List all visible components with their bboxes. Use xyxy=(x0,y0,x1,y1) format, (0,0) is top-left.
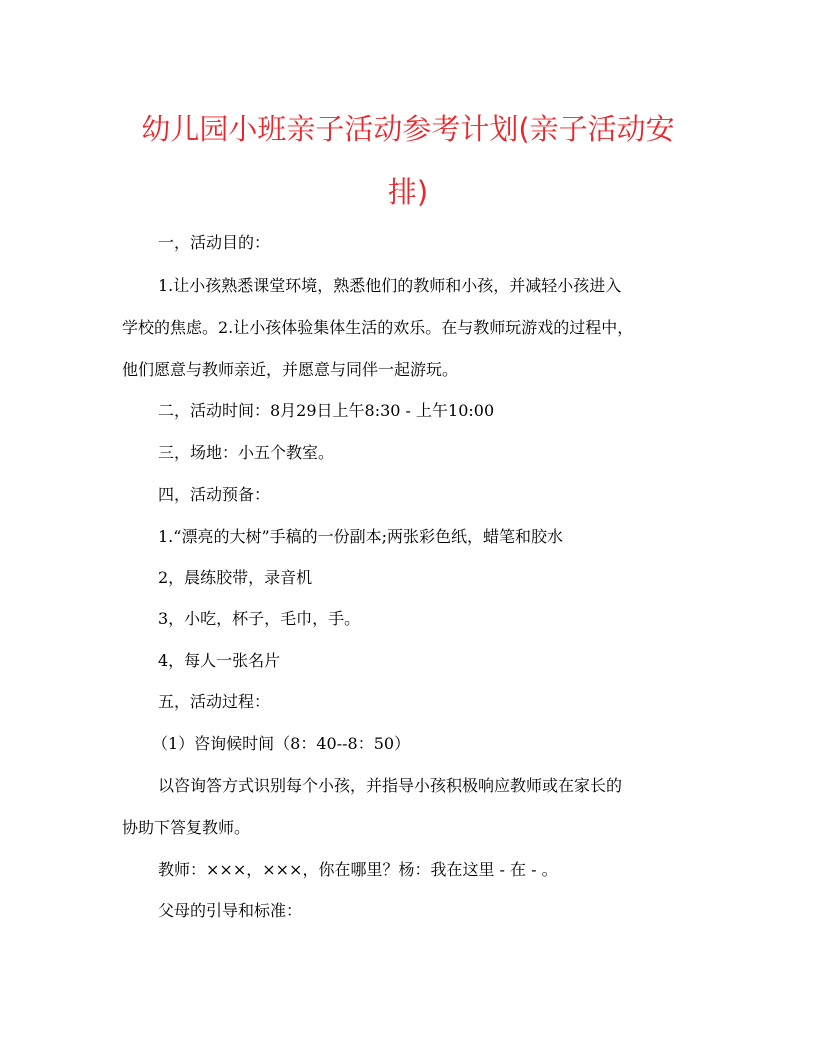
paragraph-line: 学校的焦虑。2.让小孩体验集体生活的欢乐。在与教师玩游戏的过程中， xyxy=(122,318,634,337)
list-item: 2，晨练胶带，录音机 xyxy=(158,568,313,587)
section-heading-process: 五，活动过程： xyxy=(158,692,271,711)
subsection-heading: （1）咨询候时间（8：40--8：50） xyxy=(152,734,411,753)
list-item: 1.“漂亮的大树”手稿的一份副本;两张彩色纸，蜡笔和胶水 xyxy=(158,527,564,546)
document-title-line-2: 排) xyxy=(387,175,429,209)
section-heading-venue: 三，场地：小五个教室。 xyxy=(158,443,335,462)
paragraph-line: 父母的引导和标准： xyxy=(158,901,303,920)
paragraph-line: 以咨询答方式识别每个小孩，并指导小孩积极响应教师或在家长的 xyxy=(158,776,623,795)
list-item: 4，每人一张名片 xyxy=(158,651,281,670)
section-heading-time: 二，活动时间：8月29日上午8:30 - 上午10:00 xyxy=(158,401,495,420)
paragraph-line: 他们愿意与教师亲近，并愿意与同伴一起游玩。 xyxy=(122,360,459,379)
document-title-line-1: 幼儿园小班亲子活动参考计划(亲子活动安 xyxy=(141,112,675,146)
section-heading-preparation: 四，活动预备： xyxy=(158,485,271,504)
list-item: 3，小吃，杯子，毛巾，手。 xyxy=(158,609,361,628)
dialogue-line: 教师：×××，×××，你在哪里？杨：我在这里 - 在 - 。 xyxy=(158,860,558,879)
paragraph-line: 1.让小孩熟悉课堂环境，熟悉他们的教师和小孩，并减轻小孩进入 xyxy=(158,276,622,295)
section-heading-purpose: 一，活动目的： xyxy=(158,233,271,252)
paragraph-line: 协助下答复教师。 xyxy=(122,818,251,837)
